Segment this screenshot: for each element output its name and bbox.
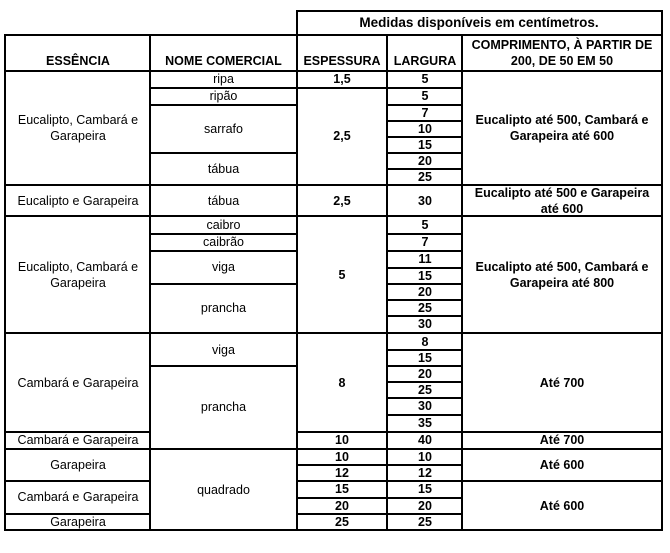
nome-comercial-cell: tábua [207, 161, 240, 176]
espessura-cell: 1,5 [333, 72, 351, 86]
grid-line [4, 34, 6, 531]
grid-line [386, 464, 463, 466]
largura-cell: 12 [418, 465, 432, 480]
grid-line [296, 87, 388, 89]
largura-cell: 25 [418, 300, 432, 315]
largura-cell: 7 [421, 105, 429, 120]
largura-cell: 35 [418, 416, 432, 430]
largura-cell: 7 [421, 235, 429, 249]
grid-line [386, 250, 463, 252]
grid-line [661, 10, 663, 531]
nome-comercial-cell: viga [212, 260, 235, 274]
grid-line [149, 152, 298, 154]
comprimento-cell: Até 600 [539, 498, 585, 513]
largura-cell: 11 [418, 252, 432, 266]
comprimento-cell: Até 600 [539, 458, 585, 472]
grid-line [296, 480, 388, 482]
largura-cell: 15 [418, 350, 432, 365]
grid-line [386, 315, 463, 317]
grid-line [386, 233, 463, 235]
largura-cell: 20 [418, 284, 432, 299]
espessura-cell: 25 [335, 515, 349, 529]
largura-cell: 5 [421, 89, 429, 103]
largura-cell: 15 [418, 137, 432, 152]
espessura-cell: 8 [338, 375, 346, 390]
grid-line [386, 497, 463, 499]
grid-line [386, 381, 463, 383]
nome-comercial-cell: prancha [200, 400, 247, 414]
comprimento-cell: Eucalipto até 500 e Garapeira até 600 [474, 185, 650, 216]
grid-line [4, 431, 151, 433]
grid-line [386, 87, 463, 89]
espessura-cell: 10 [335, 450, 349, 464]
grid-line [386, 365, 463, 367]
grid-line [461, 480, 663, 482]
nome-comercial-cell: viga [212, 342, 235, 357]
largura-cell: 8 [421, 334, 429, 349]
header-espessura: ESPESSURA [303, 54, 381, 68]
grid-line [461, 431, 663, 433]
grid-line [149, 87, 298, 89]
essencia-cell: Eucalipto, Cambará e Garapeira [17, 112, 139, 143]
grid-line [386, 120, 463, 122]
comprimento-cell: Eucalipto até 500, Cambará e Garapeira até 600 [475, 112, 649, 143]
essencia-cell: Eucalipto e Garapeira [17, 193, 139, 208]
grid-line [386, 480, 463, 482]
largura-cell: 30 [418, 193, 432, 208]
nome-comercial-cell: caibrão [203, 235, 244, 249]
grid-line [386, 299, 463, 301]
grid-line [296, 10, 663, 12]
grid-line [4, 215, 663, 217]
grid-line [386, 136, 463, 138]
largura-cell: 10 [418, 450, 432, 464]
grid-line [149, 233, 298, 235]
largura-cell: 25 [418, 169, 432, 184]
nome-comercial-cell: quadrado [197, 483, 250, 497]
essencia-cell: Cambará e Garapeira [17, 433, 139, 447]
grid-line [386, 431, 463, 433]
essencia-cell: Cambará e Garapeira [17, 375, 139, 390]
grid-line [386, 349, 463, 351]
largura-cell: 15 [418, 482, 432, 496]
essencia-cell: Cambará e Garapeira [17, 490, 139, 504]
grid-line [149, 250, 298, 252]
largura-cell: 40 [418, 433, 432, 447]
grid-line [4, 480, 151, 482]
comprimento-cell: Até 700 [539, 433, 585, 447]
grid-line [386, 414, 463, 416]
grid-line [296, 431, 388, 433]
grid-line [149, 104, 298, 106]
header-largura: LARGURA [393, 54, 457, 68]
espessura-cell: 5 [338, 267, 346, 282]
grid-line [386, 397, 463, 399]
largura-cell: 5 [421, 218, 429, 232]
header-nome-comercial: NOME COMERCIAL [165, 54, 282, 68]
grid-line [4, 70, 663, 72]
espessura-cell: 2,5 [333, 129, 351, 143]
grid-line [386, 513, 463, 515]
nome-comercial-cell: ripa [213, 72, 234, 86]
nome-comercial-cell: tábua [207, 193, 240, 208]
espessura-cell: 10 [335, 433, 349, 447]
grid-line [386, 168, 463, 170]
grid-line [4, 448, 663, 450]
header-essencia: ESSÊNCIA [46, 54, 110, 68]
grid-line [386, 283, 463, 285]
largura-cell: 15 [418, 268, 432, 283]
group-title: Medidas disponíveis em centímetros. [359, 15, 599, 30]
grid-line [296, 497, 388, 499]
largura-cell: 30 [418, 317, 432, 331]
grid-line [4, 34, 663, 36]
nome-comercial-cell: caibro [206, 218, 241, 232]
grid-line [149, 283, 298, 285]
essencia-cell: Garapeira [50, 515, 106, 529]
essencia-cell: Garapeira [50, 458, 106, 472]
largura-cell: 25 [418, 382, 432, 397]
header-comprimento: COMPRIMENTO, À PARTIR DE 200, DE 50 EM 50 [471, 38, 653, 68]
grid-line [4, 184, 663, 186]
grid-line [4, 513, 151, 515]
largura-cell: 25 [418, 515, 432, 529]
largura-cell: 30 [418, 399, 432, 413]
comprimento-cell: Eucalipto até 500, Cambará e Garapeira até 800 [475, 259, 649, 290]
grid-line [386, 104, 463, 106]
grid-line [4, 332, 663, 334]
nome-comercial-cell: prancha [200, 301, 247, 315]
largura-cell: 20 [418, 498, 432, 513]
comprimento-cell: Até 700 [539, 375, 585, 390]
espessura-cell: 15 [335, 482, 349, 496]
largura-cell: 5 [421, 72, 429, 86]
nome-comercial-cell: ripão [209, 89, 238, 103]
espessura-cell: 20 [335, 498, 349, 513]
grid-line [149, 365, 298, 367]
largura-cell: 20 [418, 366, 432, 381]
espessura-cell: 2,5 [333, 193, 351, 208]
grid-line [296, 464, 388, 466]
grid-line [4, 529, 663, 531]
grid-line [386, 152, 463, 154]
grid-line [296, 513, 388, 515]
largura-cell: 10 [418, 121, 432, 136]
essencia-cell: Eucalipto, Cambará e Garapeira [17, 259, 139, 290]
largura-cell: 20 [418, 153, 432, 168]
nome-comercial-cell: sarrafo [204, 121, 243, 136]
grid-line [386, 267, 463, 269]
espessura-cell: 12 [335, 465, 349, 480]
